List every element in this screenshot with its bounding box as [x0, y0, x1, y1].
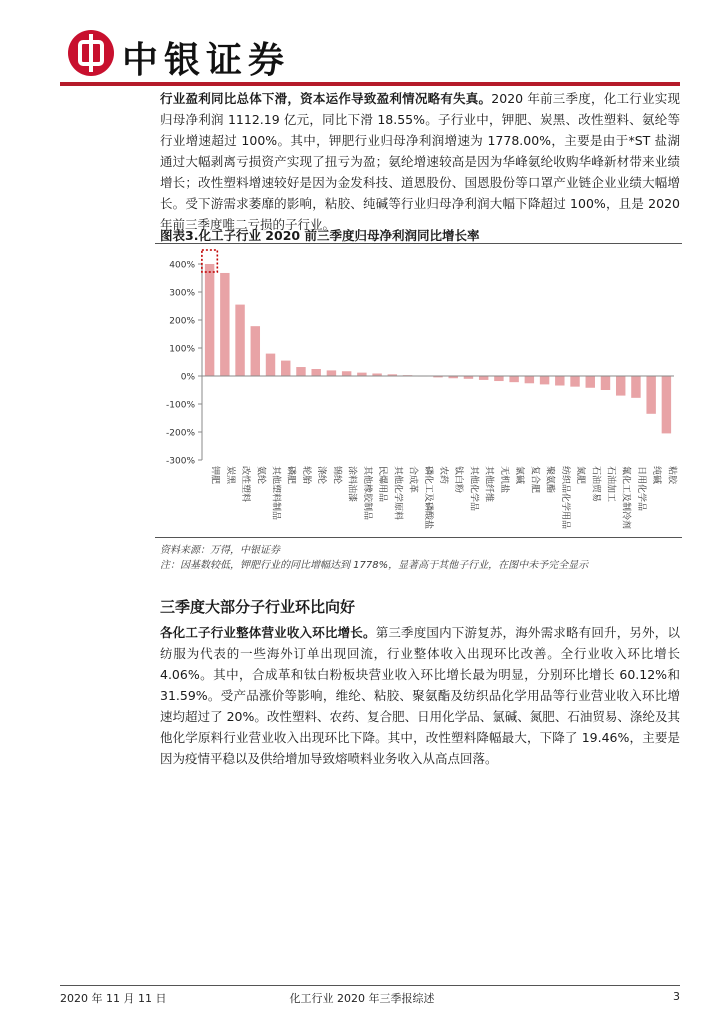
x-tick-label: 其他塑料制品	[270, 466, 281, 521]
footer-report-title: 化工行业 2020 年三季报综述	[289, 992, 435, 1005]
x-tick-label: 其他纤维	[483, 466, 494, 503]
x-tick-label: 其他化学品	[468, 466, 479, 512]
bar-炭黑	[220, 273, 229, 376]
x-tick-label: 其他橡胶制品	[361, 466, 372, 521]
bar-钾肥	[205, 264, 214, 376]
bar-纯碱	[646, 376, 655, 414]
x-tick-label: 轮胎	[300, 466, 311, 485]
y-tick-label: -200%	[166, 428, 195, 439]
section-title: 三季度大部分子行业环比向好	[160, 598, 356, 616]
x-tick-label: 纺织品化学用品	[559, 466, 570, 530]
y-tick-label: -100%	[166, 400, 195, 411]
figure-note: 注：因基数较低，钾肥行业的同比增幅达到 1778%，显著高于其他子行业，在图中未予完全显示	[160, 560, 589, 571]
x-tick-label: 磷化工及磷酸盐	[422, 466, 433, 530]
bar-氯碱	[509, 376, 518, 382]
y-tick-label: 300%	[169, 288, 195, 299]
bar-石油加工	[601, 376, 610, 390]
page-number: 3	[673, 990, 680, 1003]
x-tick-label: 其他化学原料	[392, 466, 403, 521]
x-tick-label: 石油加工	[605, 466, 616, 503]
x-tick-label: 复合肥	[529, 466, 540, 494]
paragraph-profit-body: 2020 年前三季度，化工行业实现归母净利润 1112.19 亿元，同比下滑 18.55%。子行业中，钾肥、炭黑、改性塑料、氨纶等行业增速超过 100%。其中，钾肥行业归母净利润增速为 1778.00%，主要是由于*ST 盐湖通过大幅剥离亏损资产实现了扭亏为盈；氨纶增速较高是因为华峰氨纶收购华峰新材带来业绩增长；改性塑料增速较好是因为金发科技、道恩股份、国恩股份等口罩产业链企业业绩大幅增长。受下游需求萎靡的影响，粘胶、纯碱等行业归母净利润大幅下降超过 100%，且是 2020 年前三季度唯二亏损的子行业。	[160, 91, 680, 232]
bank-of-china-logo-icon	[68, 30, 114, 76]
x-tick-label: 日用化学品	[635, 466, 646, 512]
bar-复合肥	[525, 376, 534, 383]
figure-bottom-rule	[155, 537, 682, 538]
header-divider	[60, 82, 680, 86]
paragraph-profit-overview	[160, 88, 680, 235]
bar-无机盐	[494, 376, 503, 381]
bar-轮胎	[296, 367, 305, 376]
bar-氮肥	[570, 376, 579, 387]
bar-氟化工及制冷剂	[616, 376, 625, 396]
y-tick-label: 400%	[169, 260, 195, 271]
bar-涂料油漆	[342, 371, 351, 376]
bar-粘胶	[662, 376, 671, 433]
bar-其他橡胶制品	[357, 373, 366, 376]
y-tick-label: 0%	[180, 372, 195, 383]
footer-divider	[60, 985, 680, 986]
y-tick-label: 200%	[169, 316, 195, 327]
x-tick-label: 农药	[438, 466, 448, 485]
x-tick-label: 石油贸易	[590, 466, 601, 503]
x-tick-label: 氮肥	[575, 466, 586, 485]
x-tick-label: 炭黑	[224, 466, 235, 485]
paragraph-revenue	[160, 622, 680, 769]
y-tick-label: 100%	[169, 344, 195, 355]
bar-改性塑料	[235, 305, 244, 376]
bar-氨纶	[251, 326, 260, 376]
x-tick-label: 氟化工及制冷剂	[620, 466, 631, 530]
paragraph-revenue-body: 第三季度国内下游复苏，海外需求略有回升，另外，以纺服为代表的一些海外订单出现回流，行业整体收入出现环比改善。全行业收入环比增长 4.06%。其中，合成革和钛白粉板块营业收入环比增长最为明显，分别环比增长 60.12%和 31.59%。受产品涨价等影响，维纶、粘胶、聚氨酯及纺织品化学用品等行业营业收入环比增速均超过了 20%。改性塑料、农药、复合肥、日用化学品、氯碱、氮肥、石油贸易、涤纶及其他化学原料行业营业收入出现环比下降。其中，改性塑料降幅最大，下降了 19.46%，主要是因为疫情平稳以及供给增加导致熔喷料业务收入从高点回落。	[160, 625, 680, 766]
x-tick-label: 涤纶	[316, 466, 327, 485]
report-header	[60, 24, 680, 82]
figure-source: 资料来源：万得，中银证券	[160, 545, 280, 556]
bar-磷肥	[281, 361, 290, 376]
bar-日用化学品	[631, 376, 640, 398]
paragraph-revenue-lead: 各化工子行业整体营业收入环比增长。	[160, 625, 376, 640]
x-tick-label: 氯碱	[514, 466, 525, 485]
bar-其他纤维	[479, 376, 488, 380]
x-tick-label: 粘胶	[666, 466, 677, 485]
profit-growth-chart	[160, 244, 680, 536]
x-tick-label: 改性塑料	[240, 466, 251, 503]
figure-title: 图表3.化工子行业 2020 前三季度归母净利润同比增长率	[160, 228, 480, 243]
x-tick-label: 无机盐	[498, 466, 509, 494]
x-tick-label: 氨纶	[255, 466, 266, 485]
x-tick-label: 聚氨酯	[544, 466, 555, 494]
x-tick-label: 锦纶	[331, 466, 342, 485]
brand-name: 中银证券	[122, 39, 291, 81]
bar-纺织品化学用品	[555, 376, 564, 386]
bar-石油贸易	[586, 376, 595, 388]
x-tick-label: 合成革	[407, 466, 418, 494]
paragraph-profit-lead: 行业盈利同比总体下滑，资本运作导致盈利情况略有失真。	[160, 91, 492, 106]
x-tick-label: 纯碱	[651, 466, 662, 485]
y-tick-label: -300%	[166, 456, 195, 467]
x-tick-label: 涂料油漆	[346, 466, 357, 503]
bar-锦纶	[327, 370, 336, 376]
bar-涤纶	[311, 369, 320, 376]
bar-其他塑料制品	[266, 354, 275, 376]
bar-聚氨酯	[540, 376, 549, 384]
x-tick-label: 钛白粉	[453, 466, 464, 494]
x-tick-label: 民爆用品	[377, 466, 388, 503]
footer-date: 2020 年 11 月 11 日	[60, 992, 167, 1005]
x-tick-label: 钾肥	[209, 466, 220, 485]
x-tick-label: 磷肥	[285, 466, 296, 485]
